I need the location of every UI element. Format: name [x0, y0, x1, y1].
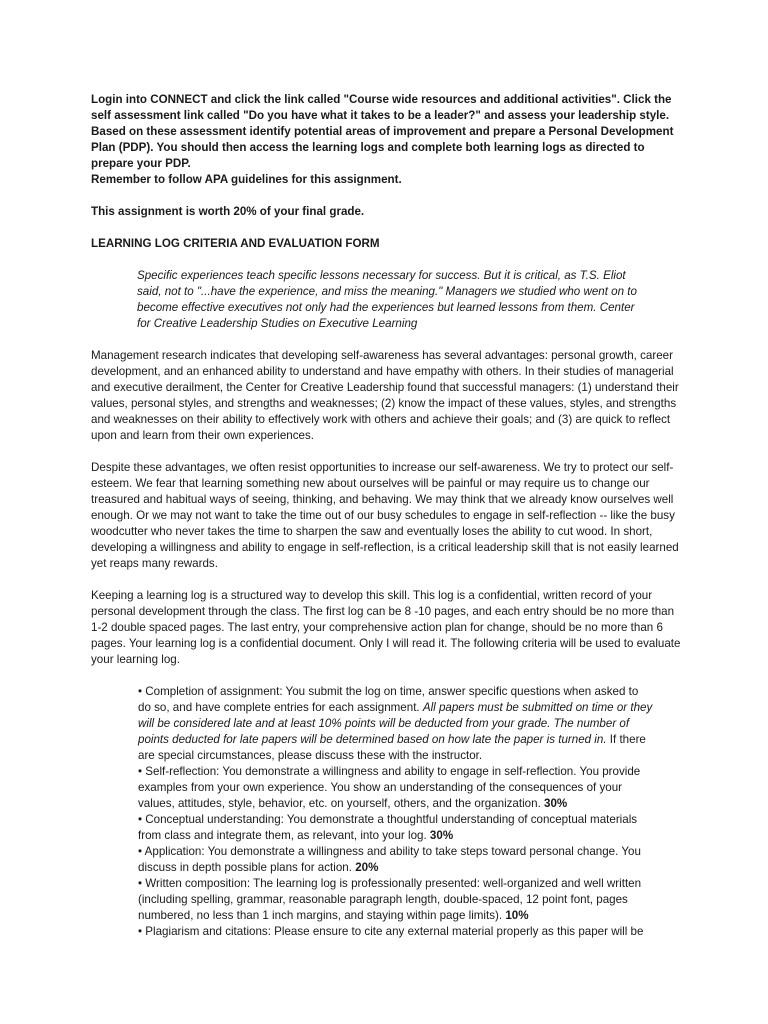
paragraph-learning-log: Keeping a learning log is a structured way to develop this skill. This log is a confidential, written record of your personal development through the class. The first log can be 8 -10 pages, and each entry should be no more than 1-2 double spaced pages. The last entry, your comprehensive action plan for change, should be no more than 6 pages. Your learning log is a confidential document. Only I will read it. The following criteria will be used to evaluate your learning log. — [91, 589, 681, 666]
criterion-text: Application: You demonstrate a willingness and ability to take steps toward personal change. You discuss in depth possible plans for action. — [138, 845, 641, 874]
bullet-icon: • — [138, 685, 143, 698]
paragraph-research: Management research indicates that developing self-awareness has several advantages: personal growth, career development, and an enhanced ability to understand and have empathy with others. In their studies of managerial and executive derailment, the Center for Creative Leadership found that successful managers: (1) understand their values, personal styles, and strengths and weaknesses; (2) know the impact of these values, styles, and strengths and weaknesses on their ability to effectively work with others and achieve their goals; and (3) are quick to reflect upon and learn from their own experiences. — [91, 349, 679, 442]
instructions-pdp: Based on these assessment identify potential areas of improvement and prepare a Personal Development Plan (PDP). You should then access the learning logs and complete both learning logs as directed to prepare your PDP. — [91, 125, 674, 170]
assignment-instructions — [91, 92, 683, 188]
epigraph-quote: Specific experiences teach specific lessons necessary for success. But it is critical, as T.S. Eliot said, not to "...have the experience, and miss the meaning." Managers we studied who went on to become effective executives not only had the experiences but learned lessons from them. Center for Creative Leadership Studies on Executive Learning — [137, 269, 637, 330]
bullet-icon: • — [138, 845, 143, 858]
criterion-weight: 20% — [355, 861, 379, 874]
bullet-icon: • — [138, 765, 143, 778]
criterion-weight: 30% — [544, 797, 568, 810]
criterion-plagiarism — [138, 924, 653, 940]
criterion-completion — [138, 684, 653, 764]
document-page — [91, 92, 683, 940]
instructions-apa: Remember to follow APA guidelines for this assignment. — [91, 173, 402, 186]
bullet-icon: • — [138, 813, 143, 826]
criterion-italic-text: All papers must be submitted on time or they will be considered late and at least 10% points will be deducted from your grade. The number of points deducted for late papers will be determined based on how late the paper is turned in. — [138, 701, 653, 746]
form-title: LEARNING LOG CRITERIA AND EVALUATION FORM — [91, 237, 380, 250]
criterion-application — [138, 844, 653, 876]
criterion-weight: 10% — [505, 909, 529, 922]
criterion-tail-text: If there are special circumstances, please discuss these with the instructor. — [138, 733, 646, 762]
criterion-text: Self-reflection: You demonstrate a willingness and ability to engage in self-reflection. You provide examples from your own experience. You show an understanding of the consequences of your values, attitudes, style, behavior, etc. on yourself, others, and the organization. — [138, 765, 641, 810]
criteria-list — [138, 684, 653, 940]
criterion-conceptual — [138, 812, 653, 844]
criterion-text: Conceptual understanding: You demonstrate a thoughtful understanding of conceptual materials from class and integrate them, as relevant, into your log. — [138, 813, 638, 842]
bullet-icon: • — [138, 925, 143, 938]
criterion-written-composition — [138, 876, 653, 924]
paragraph-resistance: Despite these advantages, we often resist opportunities to increase our self-awareness. We try to protect our self-esteem. We fear that learning something new about ourselves will be painful or may require us to change our treasured and habitual ways of seeing, thinking, and behaving. We may think that we already know ourselves well enough. Or we may not want to take the time out of our busy schedules to engage in self-reflection -- like the busy woodcutter who never takes the time to sharpen the saw and eventually loses the ability to cut wood. In short, developing a willingness and ability to engage in self-reflection, is a critical leadership skill that is not easily learned yet reaps many rewards. — [91, 461, 679, 570]
criterion-text: Plagiarism and citations: Please ensure to cite any external material properly as this paper will be — [142, 925, 644, 938]
criterion-weight: 30% — [429, 829, 454, 842]
criterion-self-reflection — [138, 764, 653, 812]
grade-weight-note: This assignment is worth 20% of your final grade. — [91, 205, 365, 218]
criterion-text: Completion of assignment: You submit the log on time, answer specific questions when asked to do so, and have complete entries for each assignment. — [138, 685, 639, 714]
instructions-login: Login into CONNECT and click the link called "Course wide resources and additional activities". Click the self assessment link called "Do you have what it takes to be a leader?" and assess your leadership style. — [91, 93, 672, 122]
bullet-icon: • — [138, 877, 143, 890]
criterion-text: Written composition: The learning log is professionally presented: well-organized and well written (including spelling, grammar, reasonable paragraph length, double-spaced, 12 point font, pages numbered, no less than 1 inch margins, and staying within page limits). — [138, 877, 642, 922]
